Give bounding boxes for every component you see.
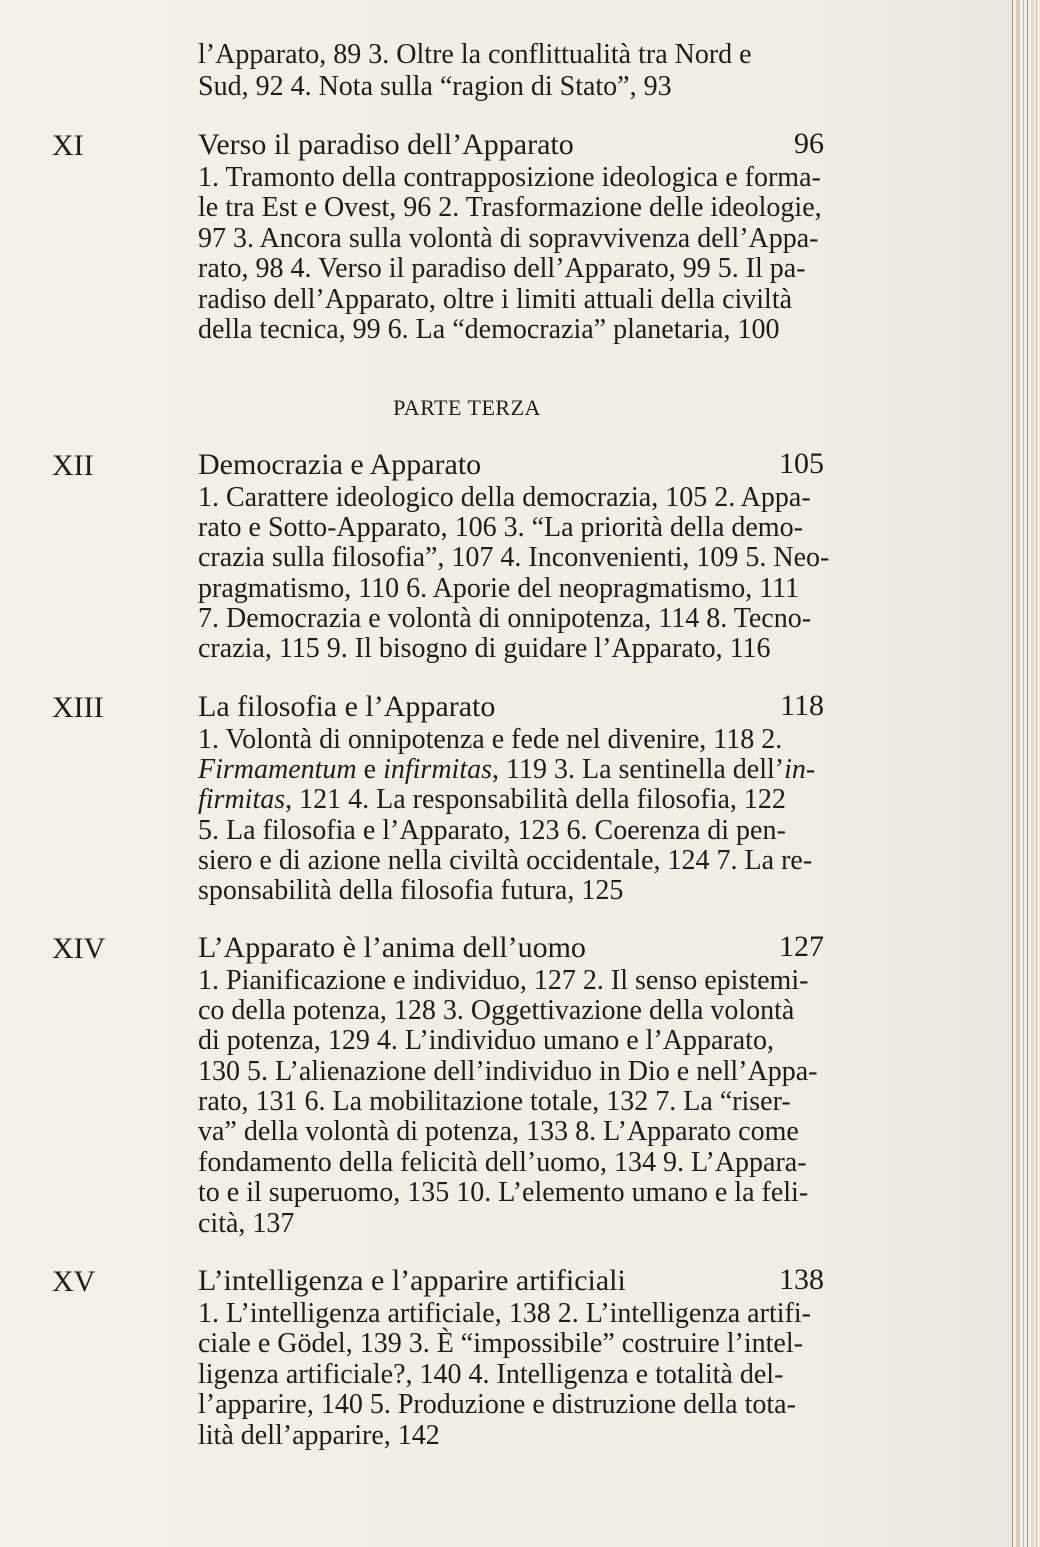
toc-line: cità, 137	[198, 1208, 295, 1239]
page-edge	[1016, 0, 1020, 1547]
chapter-page-number: 127	[779, 930, 824, 963]
toc-line: va” della volontà di potenza, 133 8. L’Apparato come	[198, 1116, 799, 1147]
chapter-title: L’intelligenza e l’apparire artificiali	[198, 1264, 626, 1297]
intro-line: l’Apparato, 89 3. Oltre la conflittualità tra Nord e	[198, 39, 752, 70]
toc-line: della tecnica, 99 6. La “democrazia” planetaria, 100	[198, 314, 780, 345]
toc-line: 130 5. L’alienazione dell’individuo in Dio e nell’Appa-	[198, 1056, 818, 1087]
toc-line: siero e di azione nella civiltà occidentale, 124 7. La re-	[198, 845, 813, 876]
toc-line: to e il superuomo, 135 10. L’elemento umano e la feli-	[198, 1177, 809, 1208]
toc-line: rato e Sotto-Apparato, 106 3. “La priorità della demo-	[198, 512, 803, 543]
intro-line: Sud, 92 4. Nota sulla “ragion di Stato”, 93	[198, 71, 672, 102]
toc-line: di potenza, 129 4. L’individuo umano e l’Apparato,	[198, 1025, 774, 1056]
page-edge	[1031, 0, 1034, 1547]
toc-line: pragmatismo, 110 6. Aporie del neopragmatismo, 111	[198, 573, 800, 604]
toc-line: firmitas, 121 4. La responsabilità della filosofia, 122	[198, 784, 786, 815]
chapter-page-number: 96	[794, 127, 824, 160]
toc-line: fondamento della felicità dell’uomo, 134 9. L’Appara-	[198, 1147, 807, 1178]
toc-line: ciale e Gödel, 139 3. È “impossibile” costruire l’intel-	[198, 1328, 803, 1359]
part-heading: PARTE TERZA	[393, 395, 541, 420]
italic-term-in: in-	[784, 754, 816, 785]
toc-line: 1. Volontà di onnipotenza e fede nel divenire, 118 2.	[198, 724, 783, 755]
chapter-title: L’Apparato è l’anima dell’uomo	[198, 931, 586, 964]
toc-line: Firmamentum e infirmitas, 119 3. La sentinella dell’in-	[198, 754, 816, 785]
chapter-page-number: 138	[779, 1263, 824, 1296]
toc-line: le tra Est e Ovest, 96 2. Trasformazione delle ideologie,	[198, 192, 822, 223]
italic-term-infirmitas: infirmitas	[383, 754, 493, 785]
toc-line: 5. La filosofia e l’Apparato, 123 6. Coerenza di pen-	[198, 815, 786, 846]
chapter-title: Democrazia e Apparato	[198, 448, 482, 481]
page-edge	[1036, 0, 1037, 1547]
toc-line: lità dell’apparire, 142	[198, 1420, 440, 1451]
toc-line: 1. Tramonto della contrapposizione ideologica e forma-	[198, 162, 821, 193]
italic-term-firmitas: firmitas	[198, 784, 286, 815]
chapter-page-number: 118	[780, 689, 824, 722]
chapter-numeral: XIII	[52, 691, 104, 724]
chapter-numeral: XV	[52, 1265, 96, 1298]
toc-line: 1. Carattere ideologico della democrazia, 105 2. Appa-	[198, 482, 811, 513]
chapter-title: La filosofia e l’Apparato	[198, 690, 496, 723]
chapter-title: Verso il paradiso dell’Apparato	[198, 128, 574, 161]
toc-line: l’apparire, 140 5. Produzione e distruzione della tota-	[198, 1389, 796, 1420]
toc-line: crazia, 115 9. Il bisogno di guidare l’Apparato, 116	[198, 633, 771, 664]
italic-term-firmamentum: Firmamentum	[198, 754, 357, 785]
page-edge	[1012, 0, 1013, 1547]
toc-line: ligenza artificiale?, 140 4. Intelligenza e totalità del-	[198, 1359, 784, 1390]
toc-line: crazia sulla filosofia”, 107 4. Inconvenienti, 109 5. Neo-	[198, 542, 830, 573]
toc-line: 7. Democrazia e volontà di onnipotenza, 114 8. Tecno-	[198, 603, 812, 634]
page-edge	[1027, 0, 1028, 1547]
toc-line: sponsabilità della filosofia futura, 125	[198, 875, 624, 906]
toc-line: 1. Pianificazione e individuo, 127 2. Il senso epistemi-	[198, 965, 809, 996]
page-edge	[1023, 0, 1024, 1547]
chapter-page-number: 105	[779, 447, 824, 480]
toc-line: radiso dell’Apparato, oltre i limiti attuali della civiltà	[198, 284, 793, 315]
toc-line: co della potenza, 128 3. Oggettivazione della volontà	[198, 995, 795, 1026]
toc-line: 1. L’intelligenza artificiale, 138 2. L’intelligenza artifi-	[198, 1298, 811, 1329]
chapter-numeral: XII	[52, 449, 94, 482]
toc-line: 97 3. Ancora sulla volontà di sopravvivenza dell’Appa-	[198, 223, 819, 254]
chapter-numeral: XIV	[52, 932, 106, 965]
toc-line: rato, 98 4. Verso il paradiso dell’Apparato, 99 5. Il pa-	[198, 253, 806, 284]
chapter-numeral: XI	[52, 129, 84, 162]
toc-line: rato, 131 6. La mobilitazione totale, 132 7. La “riser-	[198, 1086, 791, 1117]
